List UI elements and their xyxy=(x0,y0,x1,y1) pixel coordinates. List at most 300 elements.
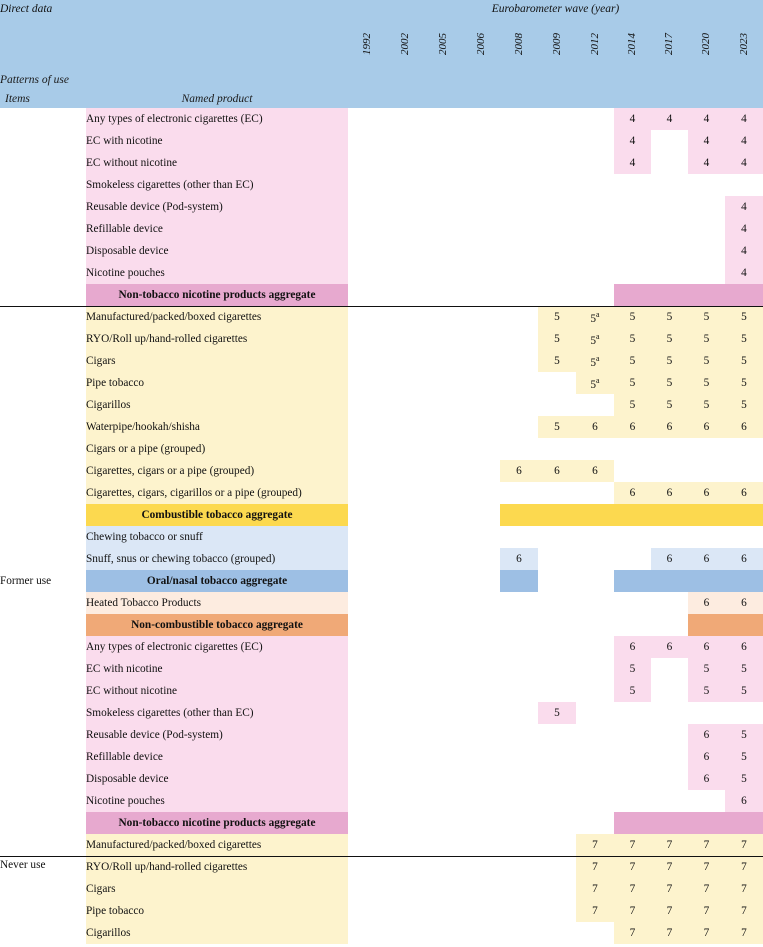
aggregate-bar-cell xyxy=(462,812,500,834)
value-cell: 6 xyxy=(725,416,763,438)
value-cell xyxy=(386,460,424,482)
value-cell: 6 xyxy=(688,636,725,658)
product-label: Smokeless cigarettes (other than EC) xyxy=(86,174,348,196)
value-cell xyxy=(500,592,538,614)
value-cell xyxy=(424,658,462,680)
value-cell xyxy=(576,108,614,130)
value-cell xyxy=(424,482,462,504)
value-cell xyxy=(651,196,688,218)
value-cell xyxy=(614,240,651,262)
value-cell xyxy=(688,790,725,812)
value-cell xyxy=(348,130,386,152)
year-label: 2017 xyxy=(663,33,675,55)
value-cell: 5 xyxy=(651,350,688,372)
table-row xyxy=(0,240,763,262)
value-cell xyxy=(576,196,614,218)
value-cell: 5 xyxy=(725,658,763,680)
value-cell xyxy=(576,724,614,746)
value-cell: 5$^a$ xyxy=(576,306,614,328)
aggregate-bar-cell xyxy=(688,812,725,834)
year-label: 2012 xyxy=(588,33,601,55)
value-cell xyxy=(462,416,500,438)
aggregate-bar-cell xyxy=(462,614,500,636)
aggregate-bar-cell xyxy=(500,570,538,592)
value-cell: 6 xyxy=(725,548,763,570)
value-cell xyxy=(348,328,386,350)
value-cell xyxy=(424,372,462,394)
value-cell: 6 xyxy=(688,746,725,768)
value-cell: 4 xyxy=(614,152,651,174)
value-cell xyxy=(348,548,386,570)
value-cell xyxy=(651,680,688,702)
aggregate-bar-cell xyxy=(614,284,651,306)
table-row xyxy=(0,196,763,218)
value-cell xyxy=(386,394,424,416)
product-label: Cigars or a pipe (grouped) xyxy=(86,438,348,460)
value-cell: 5 xyxy=(538,350,576,372)
value-cell xyxy=(348,372,386,394)
value-cell xyxy=(500,262,538,284)
table-row xyxy=(0,394,763,416)
value-cell xyxy=(500,922,538,944)
section-title-patterns-of-use: Patterns of use xyxy=(0,70,763,89)
table-row xyxy=(0,724,763,746)
product-label: Cigarillos xyxy=(86,922,348,944)
value-cell xyxy=(348,350,386,372)
value-cell xyxy=(688,174,725,196)
product-label: EC with nicotine xyxy=(86,658,348,680)
value-cell: 7 xyxy=(651,856,688,878)
value-cell: 6 xyxy=(688,768,725,790)
value-cell: 4 xyxy=(688,108,725,130)
value-cell: 7 xyxy=(614,922,651,944)
value-cell xyxy=(424,460,462,482)
value-cell xyxy=(386,900,424,922)
value-cell: 5 xyxy=(651,394,688,416)
value-cell xyxy=(424,196,462,218)
value-cell xyxy=(651,152,688,174)
aggregate-bar-cell xyxy=(538,504,576,526)
value-cell xyxy=(688,196,725,218)
aggregate-bar-cell xyxy=(500,284,538,306)
value-cell xyxy=(500,768,538,790)
value-cell xyxy=(500,724,538,746)
value-cell xyxy=(386,306,424,328)
value-cell xyxy=(614,262,651,284)
table-row xyxy=(0,152,763,174)
aggregate-bar-cell xyxy=(424,284,462,306)
value-cell: 4 xyxy=(688,130,725,152)
year-header-2014 xyxy=(614,18,651,70)
value-cell xyxy=(576,152,614,174)
value-cell: 7 xyxy=(725,922,763,944)
value-cell xyxy=(386,108,424,130)
value-cell xyxy=(576,240,614,262)
value-cell xyxy=(386,218,424,240)
aggregate-bar-cell xyxy=(688,570,725,592)
value-cell xyxy=(576,548,614,570)
value-cell xyxy=(348,108,386,130)
aggregate-bar-cell xyxy=(538,614,576,636)
value-cell: 4 xyxy=(651,108,688,130)
aggregate-bar-cell xyxy=(651,812,688,834)
value-cell: 5 xyxy=(614,658,651,680)
value-cell: 6 xyxy=(651,636,688,658)
product-label: Reusable device (Pod-system) xyxy=(86,196,348,218)
value-cell xyxy=(462,658,500,680)
value-cell xyxy=(614,768,651,790)
value-cell: 6 xyxy=(538,460,576,482)
value-cell: 5 xyxy=(614,350,651,372)
value-cell xyxy=(614,790,651,812)
value-cell: 7 xyxy=(651,922,688,944)
value-cell: 7 xyxy=(614,834,651,856)
value-cell xyxy=(538,768,576,790)
value-cell xyxy=(538,834,576,856)
subheader-row xyxy=(0,89,763,108)
value-cell: 7 xyxy=(576,900,614,922)
value-cell xyxy=(538,218,576,240)
value-cell: 6 xyxy=(651,548,688,570)
aggregate-bar-cell xyxy=(424,812,462,834)
value-cell: 7 xyxy=(651,834,688,856)
value-cell xyxy=(538,724,576,746)
value-cell xyxy=(348,834,386,856)
value-cell xyxy=(386,438,424,460)
value-cell xyxy=(538,746,576,768)
table-row xyxy=(0,768,763,790)
table-row xyxy=(0,306,763,328)
year-header-2023 xyxy=(725,18,763,70)
value-cell xyxy=(576,680,614,702)
value-cell xyxy=(424,636,462,658)
value-cell xyxy=(386,262,424,284)
value-cell: 7 xyxy=(576,834,614,856)
value-cell xyxy=(688,262,725,284)
value-cell xyxy=(424,922,462,944)
value-cell xyxy=(386,878,424,900)
aggregate-bar-cell xyxy=(614,614,651,636)
value-cell xyxy=(651,174,688,196)
value-cell xyxy=(462,218,500,240)
value-cell xyxy=(576,526,614,548)
table-row xyxy=(0,658,763,680)
value-cell xyxy=(462,834,500,856)
year-header-1992 xyxy=(348,18,386,70)
product-label: Disposable device xyxy=(86,768,348,790)
value-cell xyxy=(538,856,576,878)
value-cell xyxy=(462,438,500,460)
value-cell: 6 xyxy=(614,636,651,658)
value-cell xyxy=(500,878,538,900)
value-cell xyxy=(651,460,688,482)
value-cell: 5 xyxy=(725,394,763,416)
value-cell xyxy=(538,636,576,658)
value-cell xyxy=(424,526,462,548)
value-cell xyxy=(348,438,386,460)
value-cell xyxy=(462,394,500,416)
product-label: Refillable device xyxy=(86,746,348,768)
column-header-named-product: Named product xyxy=(86,89,348,108)
value-cell: 4 xyxy=(614,130,651,152)
value-cell xyxy=(688,702,725,724)
value-cell xyxy=(348,240,386,262)
value-cell xyxy=(500,152,538,174)
value-cell xyxy=(500,746,538,768)
value-cell: 5 xyxy=(538,306,576,328)
value-cell xyxy=(725,438,763,460)
value-cell xyxy=(500,834,538,856)
aggregate-bar-cell xyxy=(386,812,424,834)
year-label: 2008 xyxy=(512,33,525,55)
value-cell xyxy=(500,856,538,878)
value-cell xyxy=(500,174,538,196)
product-label: Cigarettes, cigars, cigarillos or a pipe (grouped) xyxy=(86,482,348,504)
value-cell xyxy=(462,724,500,746)
value-cell: 7 xyxy=(688,878,725,900)
product-label: Smokeless cigarettes (other than EC) xyxy=(86,702,348,724)
value-cell xyxy=(538,878,576,900)
value-cell xyxy=(576,218,614,240)
value-cell xyxy=(462,262,500,284)
aggregate-bar-cell xyxy=(348,284,386,306)
aggregate-label: Non-combustible tobacco aggregate xyxy=(86,614,348,636)
value-cell xyxy=(424,108,462,130)
value-cell: 5 xyxy=(538,328,576,350)
value-cell xyxy=(386,240,424,262)
table-row xyxy=(0,328,763,350)
table-row xyxy=(0,614,763,636)
year-label: 2002 xyxy=(398,33,411,55)
value-cell xyxy=(386,328,424,350)
table-row xyxy=(0,218,763,240)
value-cell xyxy=(688,218,725,240)
aggregate-bar-cell xyxy=(538,570,576,592)
value-cell xyxy=(424,900,462,922)
year-label: 2014 xyxy=(626,33,638,55)
value-cell xyxy=(538,438,576,460)
value-cell: 4 xyxy=(725,262,763,284)
year-label: 2005 xyxy=(436,33,449,55)
value-cell xyxy=(424,746,462,768)
value-cell: 5 xyxy=(725,306,763,328)
value-cell xyxy=(462,372,500,394)
value-cell xyxy=(500,196,538,218)
header-row-years xyxy=(0,18,763,70)
value-cell xyxy=(614,196,651,218)
value-cell xyxy=(651,658,688,680)
value-cell xyxy=(386,130,424,152)
value-cell xyxy=(386,592,424,614)
value-cell xyxy=(462,108,500,130)
aggregate-bar-cell xyxy=(725,570,763,592)
value-cell xyxy=(424,856,462,878)
aggregate-bar-cell xyxy=(500,812,538,834)
value-cell: 6 xyxy=(725,636,763,658)
value-cell xyxy=(348,262,386,284)
value-cell xyxy=(424,680,462,702)
aggregate-bar-cell xyxy=(576,570,614,592)
value-cell xyxy=(348,218,386,240)
value-cell xyxy=(424,152,462,174)
value-cell xyxy=(386,790,424,812)
value-cell xyxy=(462,922,500,944)
aggregate-bar-cell xyxy=(386,504,424,526)
value-cell: 5 xyxy=(614,328,651,350)
value-cell xyxy=(424,834,462,856)
aggregate-bar-cell xyxy=(576,504,614,526)
value-cell xyxy=(500,240,538,262)
aggregate-bar-cell xyxy=(576,284,614,306)
value-cell xyxy=(500,438,538,460)
value-cell xyxy=(386,152,424,174)
aggregate-label: Oral/nasal tobacco aggregate xyxy=(86,570,348,592)
value-cell xyxy=(688,240,725,262)
product-label: EC with nicotine xyxy=(86,130,348,152)
value-cell xyxy=(651,218,688,240)
value-cell: 5 xyxy=(688,394,725,416)
value-cell: 7 xyxy=(614,878,651,900)
value-cell xyxy=(462,460,500,482)
value-cell xyxy=(651,262,688,284)
product-label: Waterpipe/hookah/shisha xyxy=(86,416,348,438)
aggregate-bar-cell xyxy=(424,504,462,526)
value-cell xyxy=(538,548,576,570)
year-label: 2009 xyxy=(550,33,563,55)
table-row xyxy=(0,636,763,658)
value-cell: 7 xyxy=(688,856,725,878)
value-cell xyxy=(500,416,538,438)
value-cell: 7 xyxy=(725,834,763,856)
value-cell xyxy=(462,900,500,922)
value-cell xyxy=(348,306,386,328)
value-cell xyxy=(576,702,614,724)
value-cell xyxy=(500,130,538,152)
value-cell xyxy=(348,394,386,416)
table-row xyxy=(0,174,763,196)
aggregate-bar-cell xyxy=(725,812,763,834)
value-cell xyxy=(500,306,538,328)
value-cell: 5 xyxy=(725,680,763,702)
table-row xyxy=(0,108,763,130)
value-cell: 6 xyxy=(651,416,688,438)
value-cell: 7 xyxy=(725,878,763,900)
value-cell xyxy=(424,240,462,262)
value-cell: 6 xyxy=(500,460,538,482)
value-cell: 5 xyxy=(538,416,576,438)
value-cell: 7 xyxy=(651,878,688,900)
product-label: Heated Tobacco Products xyxy=(86,592,348,614)
value-cell: 5 xyxy=(688,658,725,680)
value-cell: 7 xyxy=(725,900,763,922)
value-cell xyxy=(424,768,462,790)
value-cell xyxy=(500,680,538,702)
header-blank xyxy=(0,18,348,70)
value-cell xyxy=(576,922,614,944)
table-row xyxy=(0,746,763,768)
use-type-former xyxy=(0,306,86,856)
table-row xyxy=(0,130,763,152)
value-cell xyxy=(348,680,386,702)
aggregate-bar-cell xyxy=(538,812,576,834)
eurobarometer-wave-label: Eurobarometer wave (year) xyxy=(348,0,763,18)
header-row-title xyxy=(0,0,763,18)
value-cell xyxy=(386,702,424,724)
value-cell xyxy=(614,702,651,724)
value-cell: 7 xyxy=(614,900,651,922)
value-cell xyxy=(462,636,500,658)
value-cell: 7 xyxy=(688,834,725,856)
value-cell xyxy=(386,746,424,768)
product-label: Any types of electronic cigarettes (EC) xyxy=(86,108,348,130)
product-label: EC without nicotine xyxy=(86,680,348,702)
value-cell xyxy=(651,240,688,262)
aggregate-bar-cell xyxy=(386,284,424,306)
product-label: EC without nicotine xyxy=(86,152,348,174)
value-cell: 7 xyxy=(576,856,614,878)
value-cell xyxy=(538,592,576,614)
value-cell xyxy=(462,592,500,614)
value-cell: 6 xyxy=(725,482,763,504)
value-cell xyxy=(576,394,614,416)
value-cell xyxy=(462,746,500,768)
aggregate-bar-cell xyxy=(500,504,538,526)
value-cell: 5 xyxy=(614,372,651,394)
use-type-blank xyxy=(0,108,86,306)
value-cell xyxy=(348,746,386,768)
value-cell: 5 xyxy=(725,746,763,768)
table-row xyxy=(0,680,763,702)
value-cell: 6 xyxy=(725,592,763,614)
value-cell xyxy=(651,130,688,152)
value-cell xyxy=(500,790,538,812)
use-type-label: Former use xyxy=(0,575,52,587)
value-cell xyxy=(386,768,424,790)
value-cell xyxy=(424,394,462,416)
value-cell: 7 xyxy=(688,900,725,922)
table-row xyxy=(0,350,763,372)
value-cell xyxy=(576,262,614,284)
value-cell xyxy=(651,438,688,460)
table-row xyxy=(0,834,763,856)
value-cell xyxy=(424,438,462,460)
aggregate-bar-cell xyxy=(614,570,651,592)
product-label: Cigars xyxy=(86,878,348,900)
value-cell xyxy=(651,526,688,548)
aggregate-bar-cell xyxy=(725,504,763,526)
product-label: Cigars xyxy=(86,350,348,372)
value-cell xyxy=(424,306,462,328)
value-cell xyxy=(348,152,386,174)
value-cell xyxy=(500,372,538,394)
value-cell xyxy=(500,702,538,724)
value-cell: 5 xyxy=(614,394,651,416)
table-row xyxy=(0,570,763,592)
value-cell: 6 xyxy=(576,460,614,482)
value-cell xyxy=(348,900,386,922)
direct-data-label: Direct data xyxy=(0,0,348,18)
aggregate-bar-cell xyxy=(348,614,386,636)
value-cell: 5 xyxy=(725,372,763,394)
table-row xyxy=(0,790,763,812)
value-cell: 5 xyxy=(614,680,651,702)
aggregate-bar-cell xyxy=(576,812,614,834)
product-label: Snuff, snus or chewing tobacco (grouped) xyxy=(86,548,348,570)
value-cell xyxy=(462,526,500,548)
year-header-2020 xyxy=(688,18,725,70)
value-cell xyxy=(462,328,500,350)
value-cell xyxy=(348,416,386,438)
